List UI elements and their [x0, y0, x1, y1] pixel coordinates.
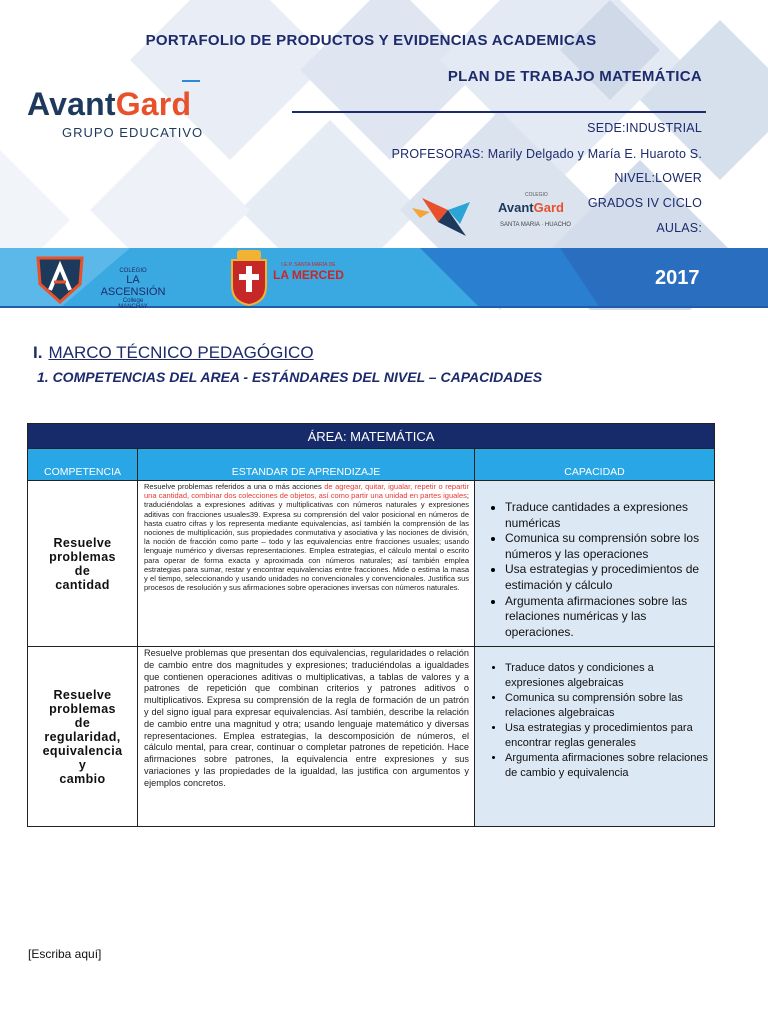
plan-title: PLAN DE TRABAJO MATEMÁTICA [447, 68, 702, 85]
capacidad-item: • Usa estrategias y procedimientos de estimación y cálculo [505, 562, 714, 593]
logo-accent [182, 80, 200, 82]
competencia-cell: Resuelve problemas de regularidad, equivalencia y cambio [28, 647, 138, 827]
avantgard-logo: AvantGard [27, 86, 192, 122]
header-divider [292, 111, 706, 113]
ascension-logo: COLEGIO LA ASCENSIÓN College MANCHAY [100, 268, 166, 310]
section-subheading: 1. COMPETENCIAS DEL AREA - ESTÁNDARES DEL NIVEL – CAPACIDADES [37, 369, 543, 385]
portfolio-title: PORTAFOLIO DE PRODUCTOS Y EVIDENCIAS ACADEMICAS [145, 32, 597, 49]
header-competencia: COMPETENCIA [28, 449, 138, 481]
capacidad-item: • Comunica su comprensión sobre los números y las operaciones [505, 531, 714, 562]
capacidad-cell [475, 481, 715, 647]
estandar-cell: Resuelve problemas que presentan dos equivalencias, regularidades o relación de cambio entre dos magnitudes y expresiones; traduciéndolas a igualdades que contienen operaciones aditivas o multiplicativas, a tablas de valores y a patrones de repetición que combinan criterios y patrones aditivos o multiplicativos. Expresa su comprensión de la regla de formación de un patrón y del signo igual para expresar equivalencias. Así también, describe la relación de cambio entre una magnitud y otra; usando lenguaje matemático y diversas representaciones. Emplea estrategias, la descomposición de números, el cálculo mental, para crear, continuar o completar patrones de repetición. Hace afirmaciones sobre patrones, la equivalencia entre expresiones y sus variaciones y las propiedades de la igualdad, las justifica con argumentos y ejemplos concretos. [138, 647, 475, 827]
capacidad-item: • Usa estrategias y procedimientos para encontrar reglas generales [505, 721, 714, 751]
capacidad-item: • Traduce datos y condiciones a expresiones algebraicas [505, 661, 714, 691]
capacidad-cell [475, 647, 715, 827]
competencia-cell: Resuelve problemas de cantidad [28, 481, 138, 647]
capacidad-item: • Argumenta afirmaciones sobre relaciones de cambio y equivalencia [505, 751, 714, 781]
competencias-table [27, 423, 715, 827]
shield-logo-icon [34, 254, 86, 304]
footer-placeholder[interactable]: [Escriba aquí] [28, 947, 102, 961]
mini-city: SANTA MARIA · HUACHO [500, 222, 571, 228]
capacidad-item: • Argumenta afirmaciones sobre las relaciones numéricas y las operaciones. [505, 594, 714, 641]
capacidad-item: • Comunica su comprensión sobre las relaciones algebraicas [505, 691, 714, 721]
logo-subtitle: GRUPO EDUCATIVO [62, 125, 204, 140]
merced-logo: I.E.P. SANTA MARÍA DE LA MERCED [273, 262, 344, 282]
aulas-text: AULAS: [656, 221, 702, 235]
capacidad-item: • Traduce cantidades a expresiones numéricas [505, 500, 714, 531]
table-row [28, 481, 715, 647]
header-capacidad: CAPACIDAD [475, 449, 715, 481]
section-heading: I. MARCO TÉCNICO PEDAGÓGICO [33, 343, 314, 362]
header-estandar: ESTANDAR DE APRENDIZAJE [138, 449, 475, 481]
year-label: 2017 [655, 267, 700, 289]
mini-brand: AvantGard [498, 200, 564, 215]
nivel-text: NIVEL:LOWER [614, 171, 702, 185]
sede-text: SEDE:INDUSTRIAL [587, 121, 702, 135]
crest-icon [229, 250, 269, 306]
profesoras-text: PROFESORAS: Marily Delgado y María E. Huaroto S. [391, 147, 702, 161]
estandar-cell: Resuelve problemas referidos a una o más acciones de agregar, quitar, igualar, repetir o repartir una cantidad, combinar dos colecciones de objetos, así como partir una unidad en partes iguales; traduciéndolas a expresiones aditivas y multiplicativas con números naturales y expresiones aditivas con fracciones usuales39. Expresa su comprensión del valor posicional en números de hasta cuatro cifras y los representa mediante equivalencias, así también la comprensión de las nociones de multiplicación, sus propiedades conmutativa y asociativa y las nociones de división, la noción de fracción como parte – todo y las equivalencias entre fracciones usuales; usando lenguaje numérico y diversas representaciones. Emplea estrategias, el cálculo mental o escrito para operar de forma exacta y aproximada con números naturales; así también emplea estrategias para sumar, restar y encontrar equivalencias entre fracciones. Mide o estima la masa y el tiempo, seleccionando y usando unidades no convencionales y convencionales. Justifica sus procesos de resolución y sus afirmaciones sobre operaciones inversas con números naturales. [138, 481, 475, 647]
mini-logo-small: COLEGIO [525, 192, 548, 198]
grados-text: GRADOS IV CICLO [587, 196, 702, 210]
area-title: ÁREA: MATEMÁTICA [28, 424, 715, 449]
table-row [28, 647, 715, 827]
